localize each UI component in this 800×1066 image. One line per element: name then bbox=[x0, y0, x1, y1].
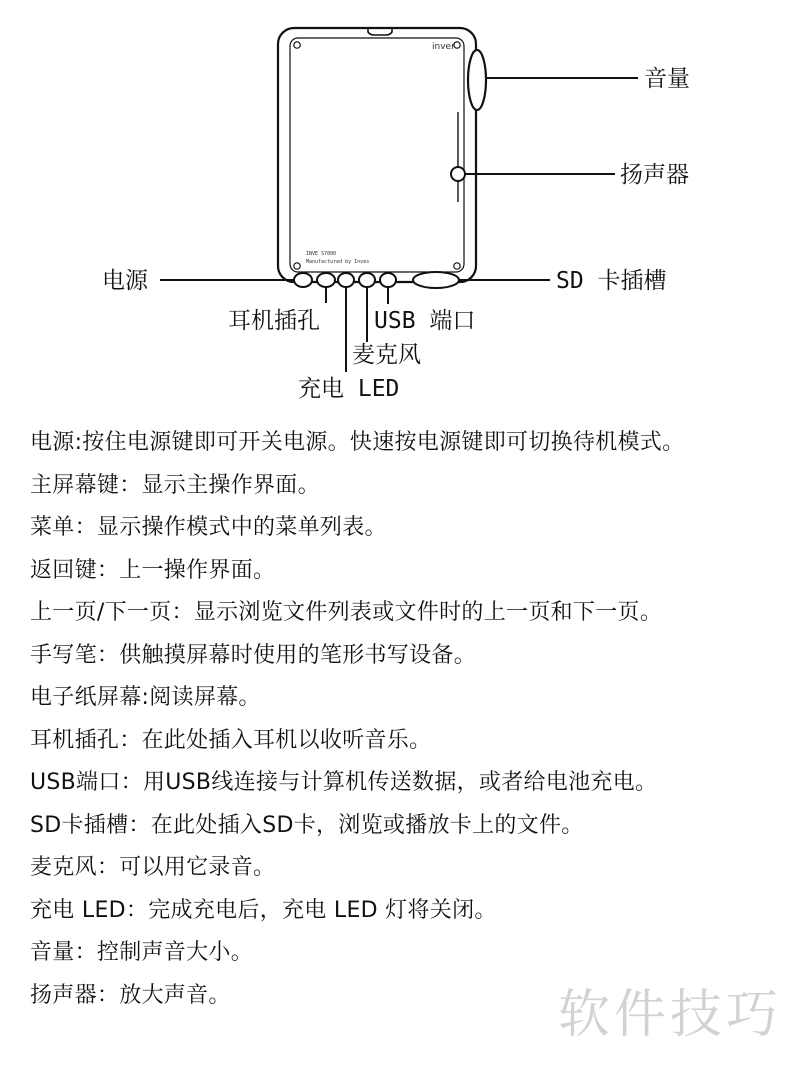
microphone-hole bbox=[359, 273, 375, 287]
description-item: 电子纸屏幕:阅读屏幕。 bbox=[30, 685, 261, 710]
description-list bbox=[30, 422, 790, 1017]
power-button bbox=[294, 273, 312, 287]
description-item: 返回键：上一操作界面。 bbox=[30, 557, 276, 583]
description-item: 音量：控制声音大小。 bbox=[30, 940, 254, 965]
description-item: 主屏幕键：显示主操作界面。 bbox=[30, 472, 320, 498]
cut-off-text-fragment bbox=[30, 1058, 120, 1066]
description-item: 菜单：显示操作模式中的菜单列表。 bbox=[30, 515, 387, 540]
description-item: 手写笔：供触摸屏幕时使用的笔形书写设备。 bbox=[30, 642, 477, 668]
device-diagram bbox=[0, 0, 800, 410]
callout-microphone: 麦克风 bbox=[352, 342, 421, 368]
description-item: 耳机插孔：在此处插入耳机以收听音乐。 bbox=[30, 727, 432, 753]
description-item: 上一页/下一页：显示浏览文件列表或文件时的上一页和下一页。 bbox=[30, 600, 663, 625]
device-fine-print: Manufactured by Inves bbox=[306, 259, 370, 265]
device-model-line: INVE S7000 bbox=[306, 251, 337, 257]
callout-usb-port: USB 端口 bbox=[374, 308, 476, 334]
charge-led bbox=[338, 273, 354, 287]
callout-charge-led: 充电 LED bbox=[298, 376, 400, 402]
usb-port bbox=[380, 273, 396, 287]
description-item: 充电 LED：完成充电后，充电 LED 灯将关闭。 bbox=[30, 897, 497, 923]
device-outline bbox=[278, 28, 476, 282]
description-item: SD卡插槽：在此处插入SD卡，浏览或播放卡上的文件。 bbox=[30, 812, 584, 838]
watermark: 软件技巧 bbox=[557, 985, 782, 1045]
callout-power: 电源 bbox=[102, 268, 148, 294]
description-item: 扬声器：放大声音。 bbox=[30, 982, 231, 1008]
callout-sd-slot: SD 卡插槽 bbox=[556, 268, 667, 294]
volume-rocker bbox=[468, 50, 486, 110]
device-brand-mark: inver bbox=[432, 42, 455, 52]
description-item: 麦克风：可以用它录音。 bbox=[30, 855, 276, 880]
description-item: USB端口：用USB线连接与计算机传送数据，或者给电池充电。 bbox=[30, 770, 658, 795]
bottom-ports bbox=[294, 272, 459, 288]
speaker-grille bbox=[451, 167, 465, 181]
headphone-jack bbox=[317, 273, 335, 287]
sd-card-slot bbox=[413, 272, 459, 288]
callout-headphone-jack: 耳机插孔 bbox=[228, 308, 320, 334]
description-item: 电源:按住电源键即可开关电源。快速按电源键即可切换待机模式。 bbox=[30, 430, 685, 455]
callout-volume: 音量 bbox=[644, 66, 690, 92]
callout-speaker: 扬声器 bbox=[620, 162, 689, 188]
